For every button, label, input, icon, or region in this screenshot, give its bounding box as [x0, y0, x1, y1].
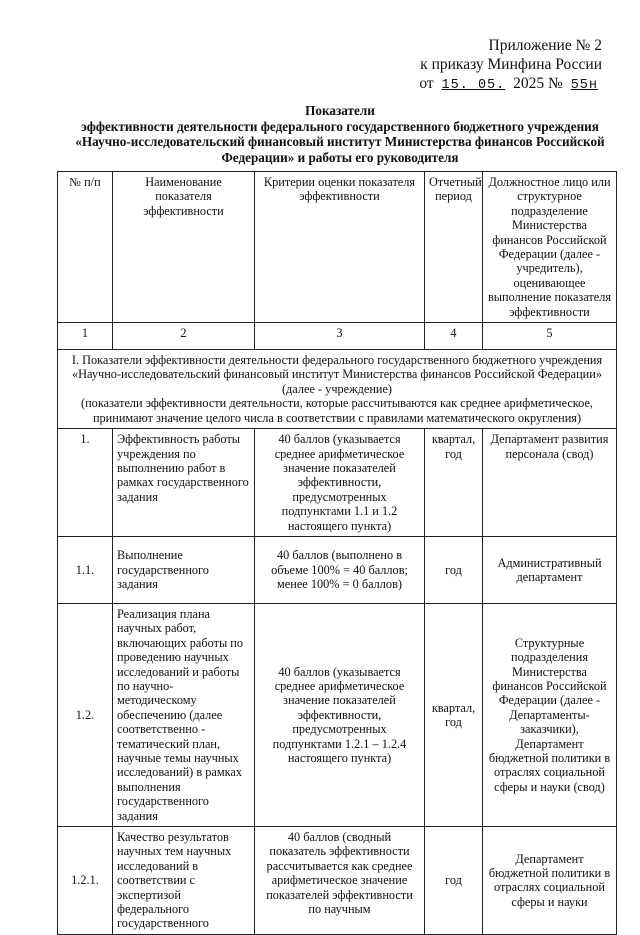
row-period: год [425, 827, 483, 935]
header-criteria: Критерии оценки показателя эффективности [255, 172, 425, 323]
table-row [58, 603, 617, 826]
row-period: год [425, 536, 483, 603]
header-official: Должностное лицо или структурное подразделение Министерства финансов Российской Федерации (далее - учредитель), оценивающее выполнение показателя эффективности [483, 172, 617, 323]
row-name: Качество результатов научных тем научных исследований в соответствии с экспертизой федерального государственного [113, 827, 255, 935]
row-official: Административный департамент [483, 536, 617, 603]
row-criteria: 40 баллов (указывается среднее арифметическое значение показателей эффективности, предусмотренных подпунктами 1.1 и 1.2 настоящего пункта) [255, 429, 425, 537]
table-row [58, 827, 617, 935]
row-period: квартал, год [425, 603, 483, 826]
title-line-1: Показатели [305, 103, 375, 118]
section-line-3: (далее - учреждение) [281, 381, 393, 396]
row-official: Структурные подразделения Министерства финансов Российской Федерации (далее - Департаменты-заказчики), Департамент бюджетной политики в отраслях социальной сферы и науки (свод) [483, 603, 617, 826]
section-line-2: «Научно-исследовательский финансовый институт Министерства финансов Российской Федерации» [72, 367, 602, 382]
order-number: 55н [570, 78, 598, 93]
section-header [58, 350, 617, 429]
table-header-row [58, 172, 617, 323]
row-criteria: 40 баллов (сводный показатель эффективности рассчитывается как среднее арифметическое значение показателей эффективности по научным [255, 827, 425, 935]
header-period: Отчетный период [425, 172, 483, 323]
row-period: квартал, год [425, 429, 483, 537]
document-title [60, 103, 620, 165]
row-criteria: 40 баллов (указывается среднее арифметическое значение показателей эффективности, предусмотренных подпунктами 1.2.1 – 1.2.4 настоящего пункта) [255, 603, 425, 826]
date-prefix: от [419, 75, 434, 92]
title-line-4: Федерации» и работы его руководителя [221, 149, 459, 165]
row-criteria: 40 баллов (выполнено в объеме 100% = 40 баллов; менее 100% = 0 баллов) [255, 536, 425, 603]
table-row [58, 429, 617, 537]
order-date: 15. 05. [441, 78, 506, 93]
col-number-3: 3 [255, 323, 425, 350]
row-official: Департамент развития персонала (свод) [483, 429, 617, 537]
col-number-1: 1 [58, 323, 113, 350]
row-num: 1.2.1. [58, 827, 113, 935]
row-name: Эффективность работы учреждения по выполнению работ в рамках государственного задания [113, 429, 255, 537]
appendix-date-line [419, 74, 602, 95]
appendix-number: Приложение № 2 [488, 37, 602, 54]
column-number-row [58, 323, 617, 350]
title-line-2: эффективности деятельности федерального государственного бюджетного учреждения [81, 118, 599, 134]
order-year: 2025 № [513, 75, 563, 92]
section-line-5: принимают значение целого числа в соответствии с правилами математического округления) [92, 410, 582, 425]
header-num: № п/п [58, 172, 113, 323]
section-header-row [58, 350, 617, 429]
section-line-1: I. Показатели эффективности деятельности федерального государственного бюджетного учреждения [71, 353, 603, 368]
title-line-3: «Научно-исследовательский финансовый институт Министерства финансов Российской [75, 134, 605, 149]
row-name: Реализация плана научных работ, включающих работы по проведению научных исследований и работы по научно-методическому обеспечению (далее соответственно - тематический план, научные темы научных исследований) в рамках выполнения государственного задания [113, 603, 255, 826]
appendix-reference [419, 36, 602, 95]
table-row [58, 536, 617, 603]
col-number-5: 5 [483, 323, 617, 350]
indicators-table [57, 171, 617, 935]
section-line-4: (показатели эффективности деятельности, которые рассчитываются как среднее арифметическое, [81, 396, 593, 411]
row-official: Департамент бюджетной политики в отраслях социальной сферы и науки [483, 827, 617, 935]
col-number-2: 2 [113, 323, 255, 350]
header-name: Наименование показателя эффективности [113, 172, 255, 323]
row-num: 1. [58, 429, 113, 537]
row-num: 1.1. [58, 536, 113, 603]
row-name: Выполнение государственного задания [113, 536, 255, 603]
appendix-order: к приказу Минфина России [420, 56, 602, 73]
row-num: 1.2. [58, 603, 113, 826]
col-number-4: 4 [425, 323, 483, 350]
